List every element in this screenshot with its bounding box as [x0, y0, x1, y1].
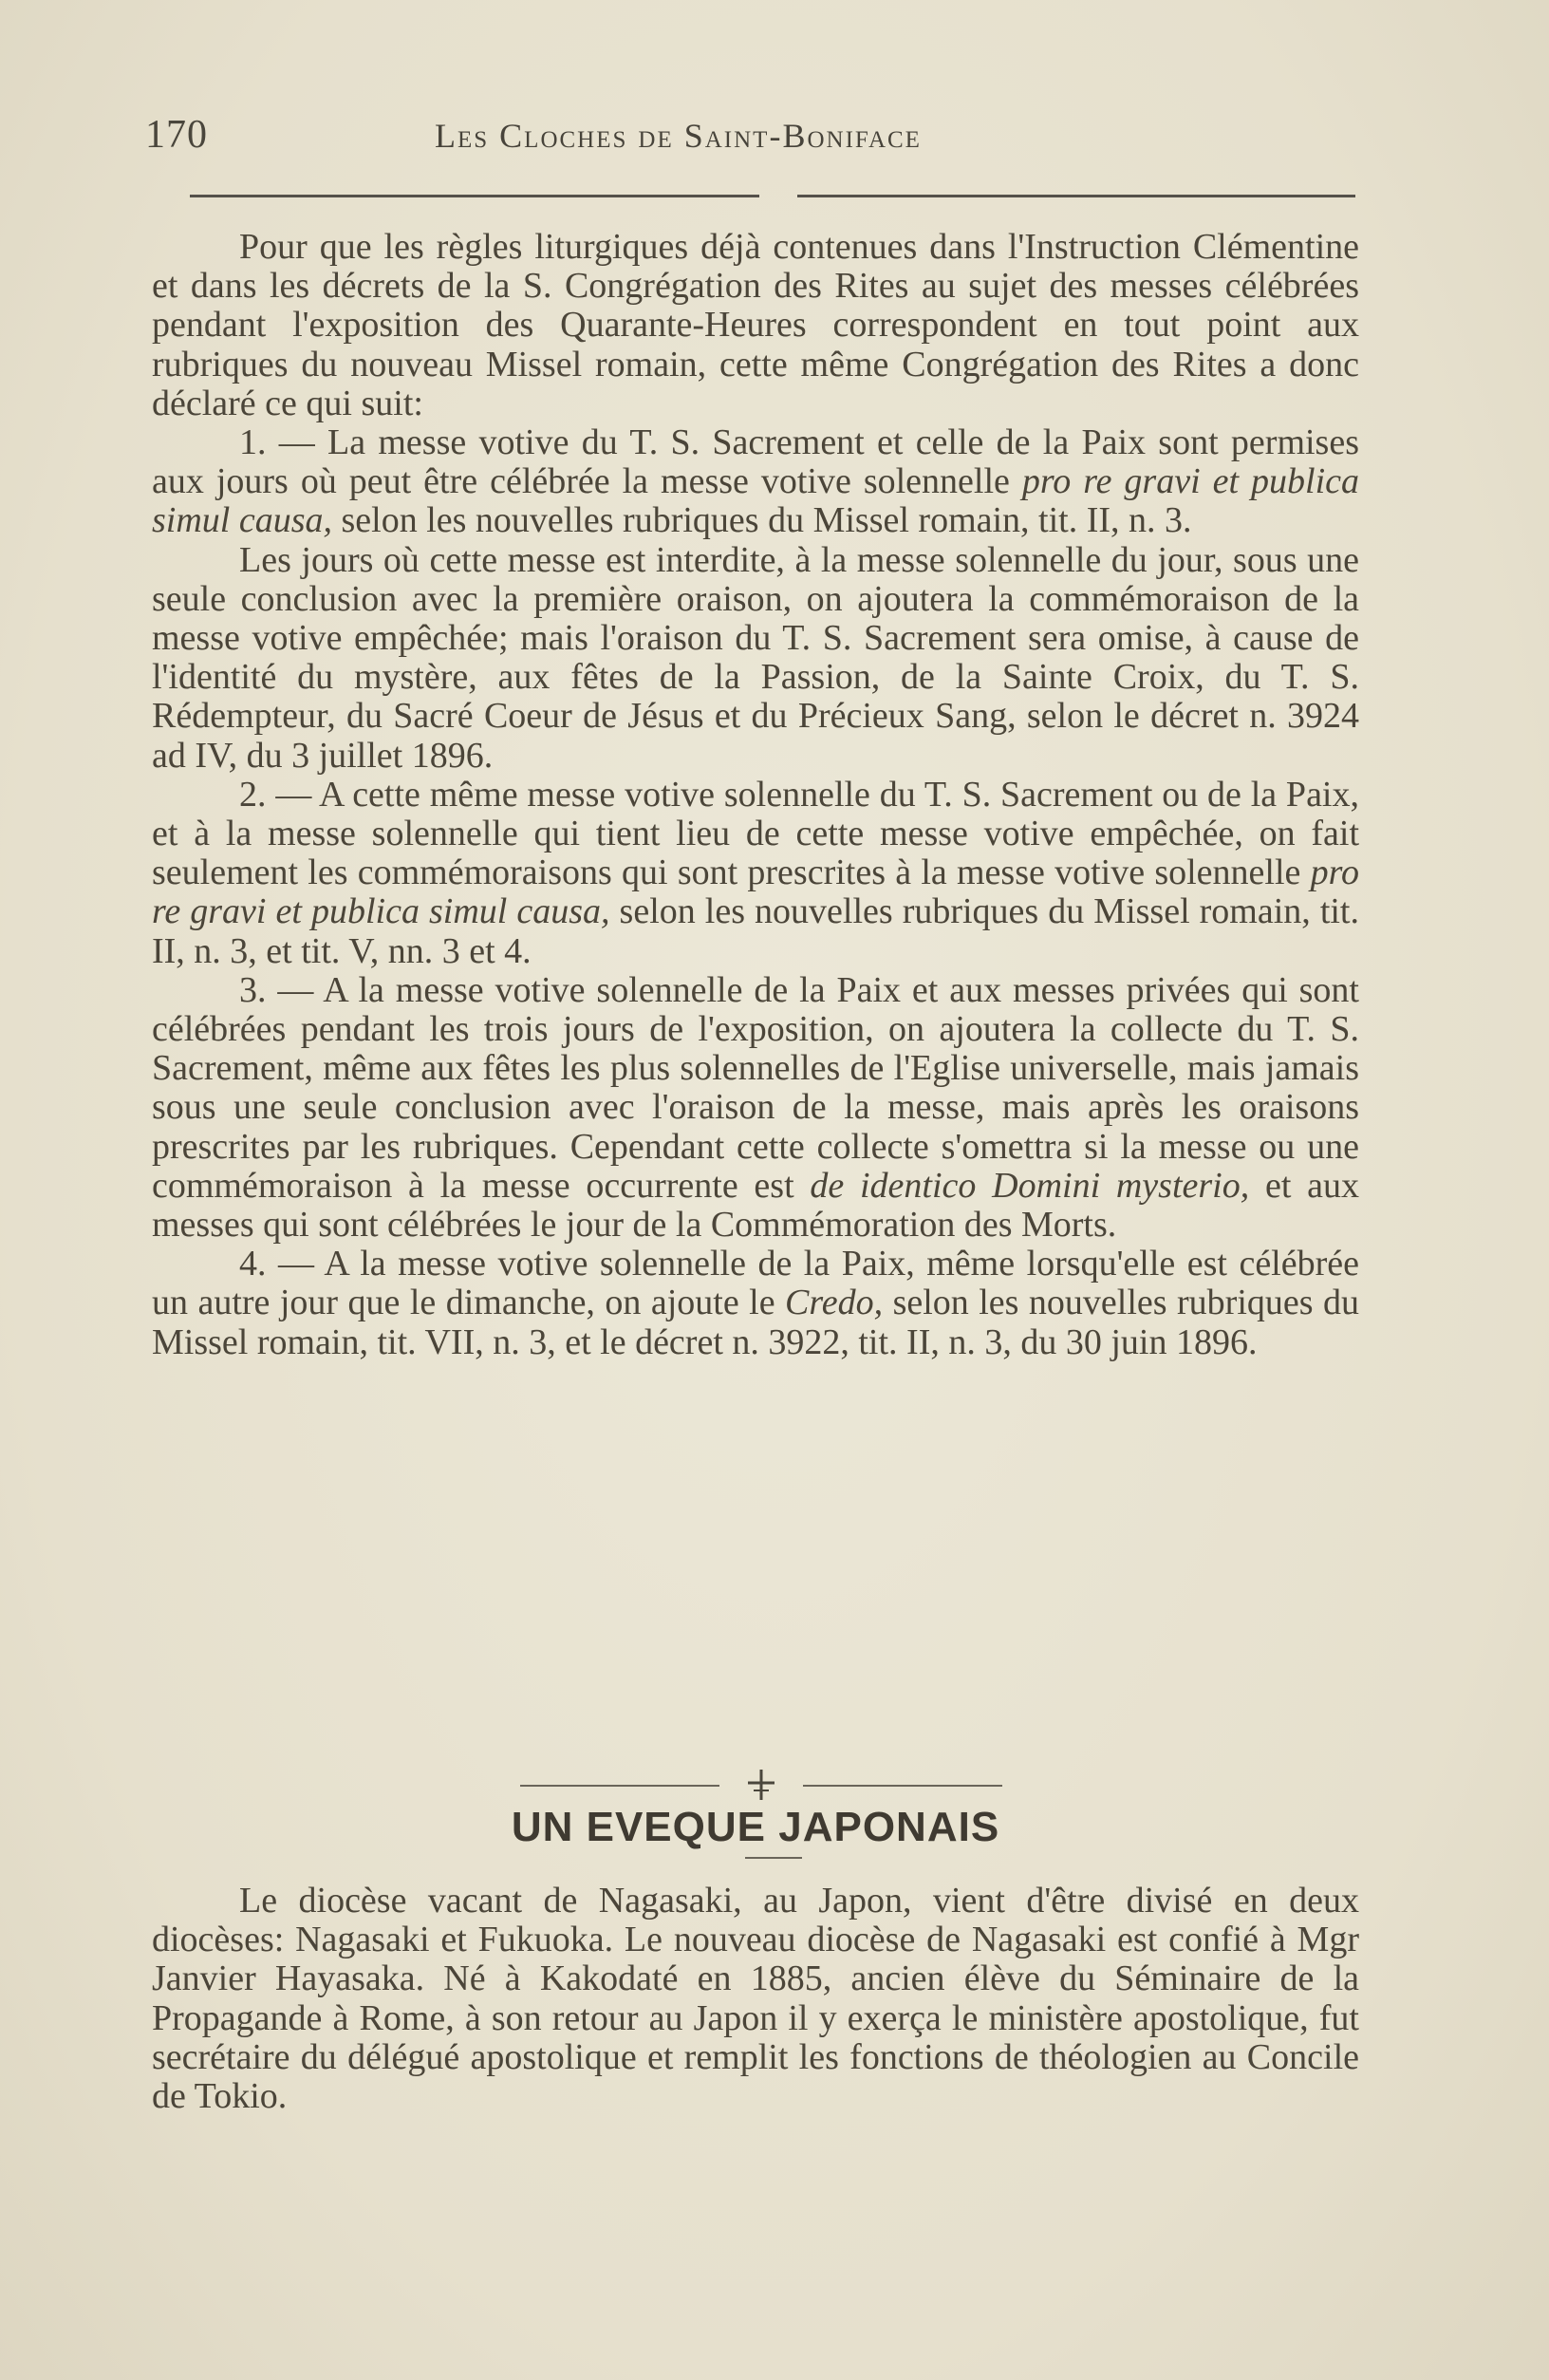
- header-rule-right: [797, 195, 1355, 197]
- article-paragraph: Le diocèse vacant de Nagasaki, au Japon, vient d'être divisé en deux diocèses: Nagasaki et Fukuoka. Le nouveau diocèse de Nagasaki est confié à Mgr Janvier Hayasaka. Né à Kakodaté en 1885, ancien élève du Séminaire de la Propagande à Rome, à son retour au Japon il y exerça le ministère apostolique, fut secrétaire du délégué apostolique et remplit les fonctions de théologien au Concile de Tokio.: [152, 1881, 1359, 2117]
- decree-text: [152, 228, 1359, 1362]
- page-header: [145, 112, 1360, 169]
- paragraph-2-start: 2. — A cette même messe votive solennelle du T. S. Sacrement ou de la Paix, et à la messe solennelle qui tient lieu de cette messe votive empêchée, on fait seulement les commémoraisons qui sont prescrites à la messe votive solennelle: [152, 774, 1359, 893]
- paragraph-2: [152, 776, 1359, 971]
- separator-line-left: [520, 1785, 719, 1787]
- paragraph-3: [152, 971, 1359, 1245]
- paragraph-3-italic: de identico Domini mysterio,: [810, 1165, 1250, 1206]
- title-underline: [745, 1857, 802, 1859]
- paragraph-3-end: et aux messes qui sont célébrées le jour de la Commémoration des Morts.: [152, 1165, 1359, 1246]
- paragraph-2-end: selon les nouvelles rubriques du Missel romain, tit. II, n. 3, et tit. V, nn. 3 et 4.: [152, 891, 1359, 971]
- running-title: Les Cloches de Saint-Boniface: [435, 117, 922, 155]
- article-title: UN EVEQUE JAPONAIS: [511, 1804, 1000, 1850]
- paragraph-1: [152, 423, 1359, 541]
- paragraph-4-start: 4. — A la messe votive solennelle de la Paix, même lorsqu'elle est célébrée un autre jour que le dimanche, on ajoute le: [152, 1244, 1359, 1323]
- paragraph-4-italic: Credo,: [785, 1283, 884, 1323]
- header-rule-left: [190, 195, 759, 197]
- section-separator: [520, 1768, 1002, 1802]
- separator-line-right: [803, 1785, 1002, 1787]
- page-number: 170: [145, 113, 208, 157]
- paragraph-4: [152, 1245, 1359, 1362]
- paragraph-1-italic: pro re gravi et publica simul causa,: [152, 461, 1359, 541]
- paragraph-1-end: selon les nouvelles rubriques du Missel romain, tit. II, n. 3.: [332, 500, 1192, 541]
- cross-ornament-icon: [744, 1768, 778, 1802]
- paragraph-2-italic: pro re gravi et publica simul causa,: [152, 853, 1359, 932]
- paragraph-3-start: 3. — A la messe votive solennelle de la Paix et aux messes privées qui sont célébrées pendant les trois jours de l'exposition, on ajoutera la collecte du T. S. Sacrement, même aux fêtes les plus solennelles de l'Eglise universelle, mais jamais sous une seule conclusion avec l'oraison de la messe, mais après les oraisons prescrites par les rubriques. Cependant cette collecte s'omettra si la messe ou une commémoraison à la messe occurrente est: [152, 969, 1359, 1206]
- intro-paragraph: Pour que les règles liturgiques déjà contenues dans l'Instruction Clémentine et dans les décrets de la S. Congrégation des Rites au sujet des messes célébrées pendant l'exposition des Quarante-Heures correspondent en tout point aux rubriques du nouveau Missel romain, cette même Congrégation des Rites a donc déclaré ce qui suit:: [152, 227, 1359, 423]
- paragraph-1-start: 1. — La messe votive du T. S. Sacrement et celle de la Paix sont permises aux jours où peut être célébrée la messe votive solennelle: [152, 422, 1359, 502]
- paragraph-4-end: selon les nouvelles rubriques du Missel romain, tit. VII, n. 3, et le décret n. 3922, tit. II, n. 3, du 30 juin 1896.: [152, 1283, 1359, 1362]
- article-body: [152, 1882, 1359, 2116]
- paragraph-1b: Les jours où cette messe est interdite, à la messe solennelle du jour, sous une seule conclusion avec la première oraison, on ajoutera la commémoraison de la messe votive empêchée; mais l'oraison du T. S. Sacrement sera omise, à cause de l'identité du mystère, aux fêtes de la Passion, de la Sainte Croix, du T. S. Rédempteur, du Sacré Coeur de Jésus et du Précieux Sang, selon le décret n. 3924 ad IV, du 3 juillet 1896.: [152, 539, 1359, 776]
